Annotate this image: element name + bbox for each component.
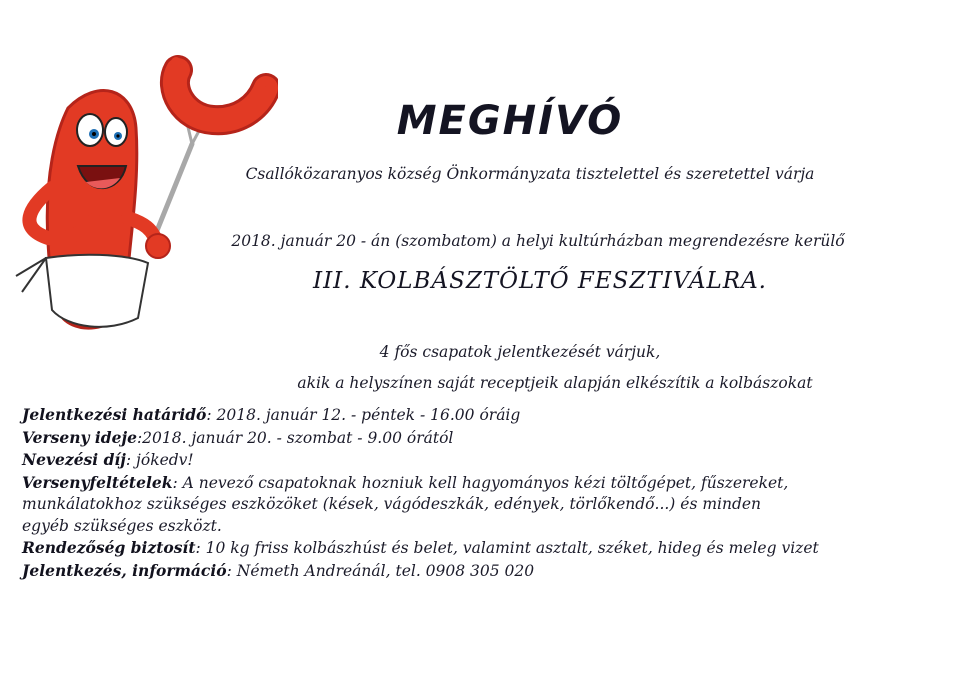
time-value: :2018. január 20. - szombat - 9.00 órától xyxy=(136,428,454,447)
fee-row xyxy=(22,449,942,472)
time-row xyxy=(22,427,942,450)
time-label: Verseny ideje xyxy=(22,427,137,447)
contact-row xyxy=(22,560,942,583)
conditions-row-2 xyxy=(22,494,942,516)
sausage-mascot-icon xyxy=(8,48,278,348)
conditions-label: Versenyfeltételek xyxy=(22,472,173,492)
deadline-label: Jelentkezési határidő xyxy=(22,405,207,424)
intro-line: Csallóközaranyos község Önkormányzata tisztelettel és szeretettel várja xyxy=(245,165,815,183)
deadline-value: : 2018. január 12. - péntek - 16.00 óráig xyxy=(206,406,521,424)
conditions-value-1: : A nevező csapatoknak hozniuk kell hagyományos kézi töltőgépet, fűszereket, xyxy=(172,473,789,492)
organizer-row xyxy=(22,537,942,560)
organizer-label: Rendezőség biztosít xyxy=(22,538,196,557)
conditions-row xyxy=(22,472,942,495)
fee-value: : jókedv! xyxy=(125,451,194,469)
contact-label: Jelentkezés, információ xyxy=(22,560,227,580)
event-date-line: 2018. január 20 - án (szombatom) a helyi kultúrházban megrendezésre kerülő xyxy=(231,232,845,250)
fee-label: Nevezési díj xyxy=(22,450,126,469)
festival-name: III. KOLBÁSZTÖLTŐ FESZTIVÁLRA. xyxy=(312,268,767,294)
deadline-row xyxy=(22,404,942,427)
contact-value: : Németh Andreánál, tel. 0908 305 020 xyxy=(226,561,535,580)
conditions-value-3: egyéb szükséges eszközt. xyxy=(22,516,222,535)
organizer-value: : 10 kg friss kolbászhúst és belet, valamint asztalt, széket, hideg és meleg vizet xyxy=(195,539,819,557)
invitation-title: MEGHÍVÓ xyxy=(396,98,624,144)
recipes-line: akik a helyszínen saját receptjeik alapján elkészítik a kolbászokat xyxy=(297,374,813,392)
conditions-value-2: munkálatokhoz szükséges eszközöket (kések, vágódeszkák, edények, törlőkendő...) és minden xyxy=(22,495,762,513)
event-details xyxy=(22,404,942,582)
teams-line: 4 fős csapatok jelentkezését várjuk, xyxy=(379,343,661,361)
conditions-row-3 xyxy=(22,516,942,538)
